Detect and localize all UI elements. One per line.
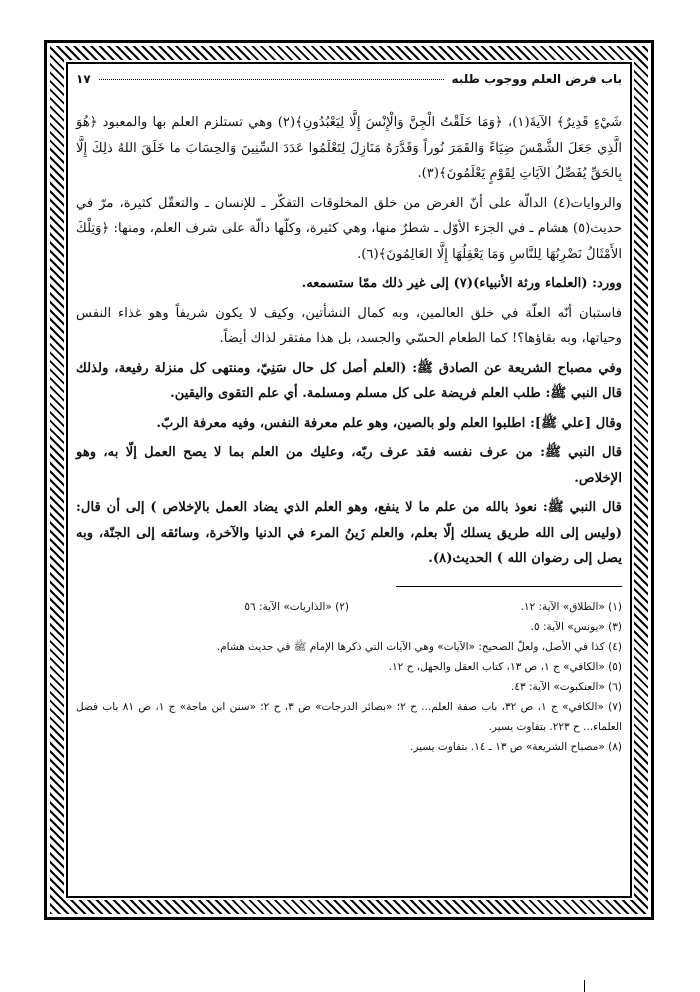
paragraph-4: فاستبان أنّه العلّة في خلق العالمين، وبه كمال النشأتين، وكيف لا يكون شريفاً وهو غذاء النفس وحياتها، وبه بقاؤها؟! كما الطعام الحسّي والجسد، بل هذا مفتقر لذاك أيضاً. (76, 305, 622, 346)
running-header (76, 72, 622, 94)
book-page (76, 72, 622, 888)
footnote-4: (٤) كذا في الأصل، ولعلّ الصحيح: «الآيات» وهي الآيات التي ذكرها الإمام ﷺ في حديث هشام. (216, 640, 622, 653)
footnote-5: (٥) «الكافي» ج ١، ص ١٣، كتاب العقل والجهل، ح ١٢. (388, 660, 622, 673)
paragraph-3: وورد: (العلماء ورثة الأنبياء)(٧) إلى غير ذلك ممّا ستسمعه. (301, 276, 622, 291)
paragraph-1: شَيْءٍ قَدِيرٌ﴾ الآيةَ(١)، ﴿وَمَا خَلَقْتُ الْجِنَّ وَالْإِنْسَ إِلَّا لِيَعْبُدُونِ﴾(٢) وهي تستلزم العلم بها والمعبود ﴿هُوَ الَّذِي جَعَلَ الشَّمْسَ ضِيَاءً وَالقَمَرَ نُوراً وَقَدَّرَهُ مَنَازِلَ لِتَعْلَمُوا عَدَدَ السِّنِينَ وَالحِسَابَ ما خَلَقَ اللهُ ذلِكَ إِلَّا بِالحَقِّ يُفَصِّلُ الآيَاتِ لِقَوْمٍ يَعْلَمُونَ﴾(٣). (76, 115, 622, 181)
footnote-2: (٢) «الذاريات» الآية: ٥٦ (244, 600, 349, 613)
paragraph-8: قال النبي ﷺ: نعوذ بالله من علم ما لا ينفع، وهو العلم الذي يضاد العمل بالإخلاص ) إلى أن قال: (وليس إلى الله طريق يسلك إلّا بعلم، والعلم زَينُ المرء في الدنيا والآخرة، وسائقه إلى الجنّة، وبه يصل إلى رضوان الله ) الحديث(٨). (76, 500, 622, 566)
paragraph-2: والروايات(٤) الدالّة على أنّ الغرض من خلق المخلوقات التفكّر ـ للإنسان ـ والتعقّل كثيرة، مرّ في حديث(٥) هشام ـ في الجزء الأوّل ـ شطرٌ منها، وهي كثيرة، وكلّها دالّة على شرف العلم، ومنها: ﴿وَتِلْكَ الأَمْثَالُ نَضْرِبُهَا لِلنَّاسِ وَمَا يَعْقِلُهَا إِلَّا العَالِمُونَ﴾(٦). (76, 195, 622, 262)
chapter-title: باب فرض العلم ووجوب طلبه (451, 72, 622, 86)
footnotes (76, 597, 622, 757)
footnote-1: (١) «الطلاق» الآية: ١٢. (520, 600, 622, 613)
footnote-8: (٨) «مصباح الشريعة» ص ١٣ ـ ١٤. بتفاوت يسير. (409, 740, 622, 753)
main-text (76, 110, 622, 572)
footnote-row (76, 597, 622, 617)
paragraph-6: وقال [علي ﷺ]: اطلبوا العلم ولو بالصين، وهو علم معرفة النفس، وفيه معرفة الربّ. (156, 415, 622, 431)
footnote-separator (396, 586, 622, 587)
footnote-3: (٣) «يونس» الآية: ٥. (530, 620, 622, 633)
footnote-6: (٦) «العنكبوت» الآية: ٤٣. (511, 680, 622, 693)
header-leader-dots (99, 79, 444, 80)
page-number: ١٧ (76, 72, 91, 86)
paragraph-7: قال النبي ﷺ: من عرف نفسه فقد عرف ربّه، وعليك من العلم بما لا يصح العمل إلّا به، وهو الإخلاص. (76, 445, 622, 486)
footnote-7: (٧) «الكافي» ج ١، ص ٣٢، باب صفة العلم... ح ٢؛ «بصائر الدرجات» ص ٣، ح ٢؛ «سنن ابن ماجة» ج ١، ص ٨١ باب فضل العلماء... ح ٢٢٣. بتفاوت يسير. (76, 700, 622, 733)
page-edge-mark (584, 980, 589, 992)
paragraph-5: وفي مصباح الشريعة عن الصادق ﷺ: (العلم أصل كل حال سَنِيّ، ومنتهى كل منزلة رفيعة، ولذلك قال النبي ﷺ: طلب العلم فريضة على كل مسلم ومسلمة. أي علم التقوى واليقين. (76, 360, 622, 401)
